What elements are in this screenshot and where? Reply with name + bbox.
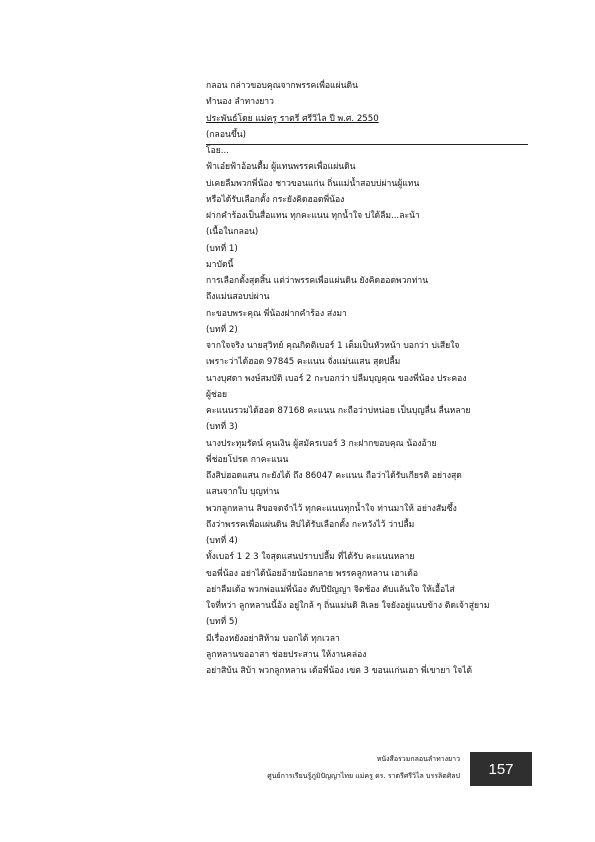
poem-line: (เนื้อในกลอน) bbox=[206, 227, 259, 238]
poem-line: ขอพี่น้อง อย่าได้น้อยอ้ายน้อยกลาย พรรคลูกหลาน เฮาเด้อ bbox=[206, 568, 418, 579]
poem-line: (กลอนขึ้น) bbox=[206, 129, 246, 140]
poem-line: (บทที่ 2) bbox=[206, 324, 238, 335]
poem-line: ฟ้าเอ๋ยฟ้าอ้อนตื้ม ผู้แทนพรรคเพื่อแผ่นดิน bbox=[206, 162, 356, 173]
poem-line: ใจที่หว่า ลูกหลานนี้อ้ง อยู่ใกล้ ๆ ถิ่นแม่นดิ สิเลย ใจยังอยู่แนบข้าง ติดเจ้าสู่ยาม bbox=[206, 601, 490, 611]
poem-line: นางประทุมรัตน์ คุนเงิน ผู้สมัครเบอร์ 3 กะฝากขอบคุณ น้องอ้าย bbox=[206, 438, 437, 449]
poem-line: มีเรื่องหยังอย่าสิห้าม บอกได้ ทุกเวลา bbox=[206, 633, 340, 644]
poem-line: ทั้งเบอร์ 1 2 3 ใจสุดแสนปราบปลื้ม ที่ได้รับ คะแนนหลาย bbox=[206, 552, 415, 563]
poem-line: ลูกหลานขออาสา ช่อยประสาน ให้งานคล่อง bbox=[206, 649, 367, 660]
poem-title: กลอน กล่าวขอบคุณจากพรรคเพื่อแผ่นดิน bbox=[206, 81, 358, 91]
page-footer bbox=[262, 752, 532, 792]
poem-line: ผู้ช่อย bbox=[206, 389, 228, 400]
poem-line: บ่เคยลืมพวกพี่น้อง ชาวขอนแก่น ถิ่นแม่น้ำสอบบ่ผ่านผู้แทน bbox=[206, 178, 420, 189]
poem-line: อย่าสิบ้น สิบ้า พวกลูกหลาน เด้อพี่น้อง เขต 3 ขอนแก่นเฮา พี่เขายา ใจได้ bbox=[206, 666, 473, 676]
book-title: หนังสือรวมกลอนลำทางยาว bbox=[376, 755, 460, 763]
poem-line: หรือได้รับเลือกตั้ง กระยังคิดฮอดพี่น้อง bbox=[206, 194, 345, 205]
poem-line: แสนจากใบ บุญท่าน bbox=[206, 487, 280, 498]
poem-line: พวกลูกหลาน สิขอจดจำไว้ ทุกคะแนนทุกน้ำใจ ท่านมาให้ อย่างสัมซึ้ง bbox=[206, 503, 457, 514]
poem-line: (บทที่ 3) bbox=[206, 422, 238, 433]
poem-line: (บทที่ 5) bbox=[206, 617, 238, 628]
poem-content bbox=[206, 127, 536, 680]
poem-line: พี่ช่อยโปรด กาคะแนน bbox=[206, 454, 289, 465]
poem-line: เพราะว่าได้ฮอด 97845 คะแนน จั่งแม่นแสน สุดปลื้ม bbox=[206, 357, 401, 368]
poem-line: ถึงแม่นสอบบ่ผ่าน bbox=[206, 292, 270, 303]
poem-line: ถึงว่าพรรคเพื่อแผ่นดิน สิบ่ได้รับเลือกตั้ง กะหวังไว้ ว่าปลื้ม bbox=[206, 519, 415, 530]
poem-line: นางบุศดา พงษ์สมบัติ เบอร์ 2 กะบอกว่า บ่ลืมบุญคุณ ของพี่น้อง ประคอง bbox=[206, 373, 467, 384]
poem-line: คะแนนรวมได้ฮอด 87168 คะแนน กะถือว่าบ่หน่อย เป็นบุญลื่น ลื่นหลาย bbox=[206, 406, 471, 416]
page-number-box bbox=[470, 752, 532, 786]
poem-line: กะขอบพระคุณ พี่น้องฝากคำร้อง ส่งมา bbox=[206, 308, 347, 319]
poem-line: โอย... bbox=[206, 146, 230, 156]
poem-body bbox=[206, 78, 536, 679]
poem-line: ถึงสิบ่ฮอดแสน กะยังได้ ถึง 86047 คะแนน ถือว่าได้รับเกียรติ อย่างสุด bbox=[206, 471, 462, 481]
melody-line: ทำนอง ลำทางยาว bbox=[206, 97, 274, 108]
poem-line: จากใจจริง นายสุวิทย์ คุณกิตติเบอร์ 1 เต็มเป็นหัวหน้า บอกว่า บ่เสียใจ bbox=[206, 341, 460, 351]
poem-header bbox=[206, 78, 536, 127]
poem-line: ฝากคำร้องเป็นสื่อแทน ทุกคะแนน ทุกน้ำใจ บ่ใด้ลืม...ละน้า bbox=[206, 211, 420, 221]
author-line: ประพันธ์โดย แม่ครู ราตรี ศรีวิไล ปี พ.ศ. 2550 bbox=[206, 113, 379, 124]
page-number: 157 bbox=[488, 760, 514, 778]
header-rule bbox=[206, 144, 528, 145]
poem-line: มาบัดนี้ bbox=[206, 259, 234, 270]
poem-line: การเลือกตั้งสุดสิ้น แต่ว่าพรรคเพื่อแผ่นดิน ยังคิดฮอดพวกท่าน bbox=[206, 276, 429, 286]
learning-center-name: ศูนย์การเรียนรู้ภูมิปัญญาไทย แม่ครู ดร. ราตรีศรีวิไล บรรลิตศิลป bbox=[267, 772, 460, 780]
poem-line: อย่าลืมเด้อ พวกพ่อแม่พี่น้อง ตับปีปัญญา จิตช้อง ตับแล้นใจ ให้เอื้อไส่ bbox=[206, 584, 455, 595]
poem-line: (บทที่ 4) bbox=[206, 536, 238, 546]
poem-line: (บทที่ 1) bbox=[206, 243, 238, 254]
